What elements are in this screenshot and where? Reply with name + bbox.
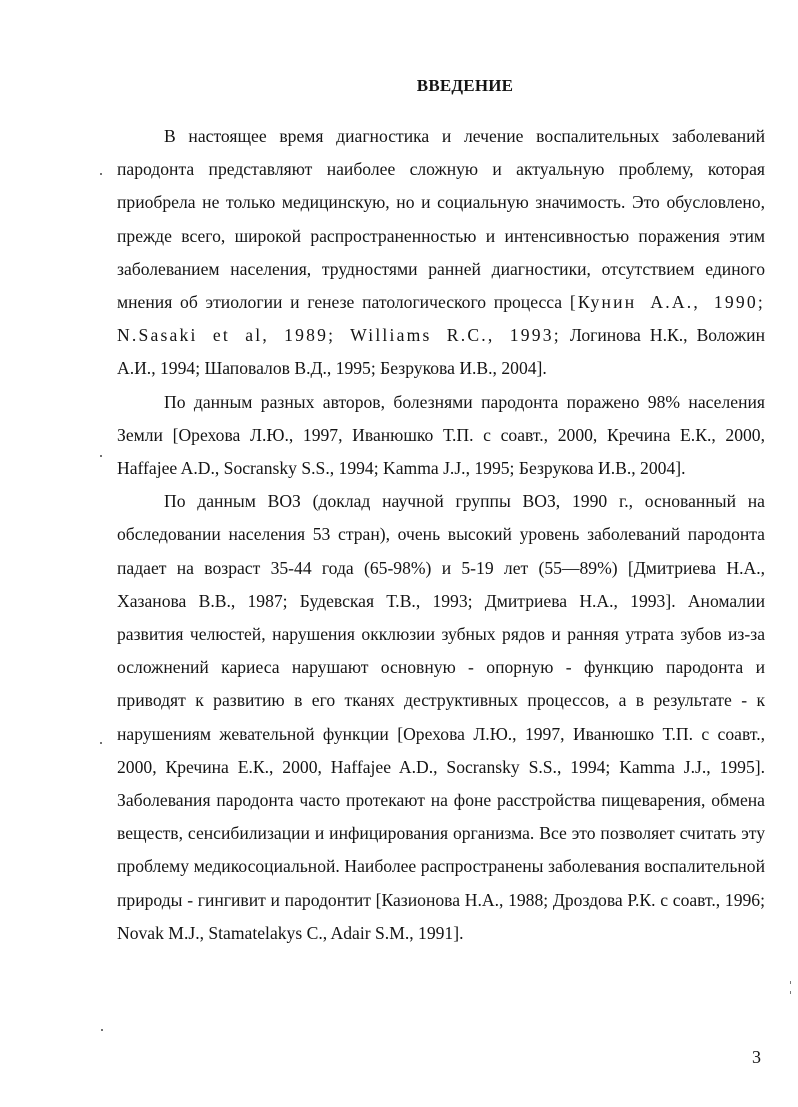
paragraph-3: По данным ВОЗ (доклад научной группы ВОЗ, 1990 г., основанный на обследовании населения 53 стран), очень высокий уровень заболеваний пародонта падает на возраст 35-44 года (65-98%) и 5-19 лет (55—89%) [Дмитриева Н.А., Хазанова В.В., 1987; Будевская Т.В., 1993; Дмитриева Н.А., 1993]. Аномалии развития челюстей, нарушения окклюзии зубных рядов и ранняя утрата зубов из-за осложнений кариеса нарушают основную - опорную - функцию пародонта и приводят к развитию в его тканях деструктивных процессов, а в результате - к нарушениям жевательной функции [Орехова Л.Ю., 1997, Иванюшко Т.П. с соавт., 2000, Кречина Е.К., 2000, Haffajee A.D., Socransky S.S., 1994; Kamma J.J., 1995]. Заболевания пародонта часто протекают на фоне расстройства пищеварения, обмена веществ, сенсибилизации и инфицирования организма. Все это позволяет считать эту проблему медикосоциальной. Наиболее распространены заболевания воспалительной природы - гингивит и пародонтит [Казионова Н.А., 1988; Дроздова Р.К. с соавт., 1996; Novak M.J., Stamatelakys C., Adair S.M., 1991]. [117,491,765,943]
paragraph-1 [117,120,765,386]
paragraph-1-text-end: Логинова Н.К., Воложин А.И., 1994; Шаповалов В.Д., 1995; Безрукова И.В., 2004]. [117,325,765,379]
page-number: 3 [752,1047,761,1067]
scan-mark [100,455,102,457]
scan-mark [790,981,791,984]
paragraph-2: По данным разных авторов, болезнями пародонта поражено 98% населения Земли [Орехова Л.Ю., 1997, Иванюшко Т.П. с соавт., 2000, Кречина Е.К., 2000, Haffajee A.D., Socransky S.S., 1994; Kamma J.J., 1995; Безрукова И.В., 2004]. [117,391,765,479]
page-title: ВВЕДЕНИЕ [416,76,514,95]
scan-mark [100,173,102,175]
paragraph-1-citation: [Кунин А.А., 1990; N.Sasaki et al, 1989; Williams R.C., 1993; [117,292,765,346]
scan-mark [100,742,102,744]
paragraph-1-text: В настоящее время диагностика и лечение воспалительных заболеваний пародонта представляют наиболее сложную и актуальную проблему, которая приобрела не только медицинскую, но и социальную значимость. Это обусловлено, прежде всего, широкой распространенностью и интенсивностью поражения этим заболеванием населения, трудностями ранней диагностики, отсутствием единого мнения об этиологии и генезе патологического процесса [117,126,765,313]
scan-mark [101,1029,103,1031]
body-text [117,120,765,950]
scan-mark [790,991,791,994]
